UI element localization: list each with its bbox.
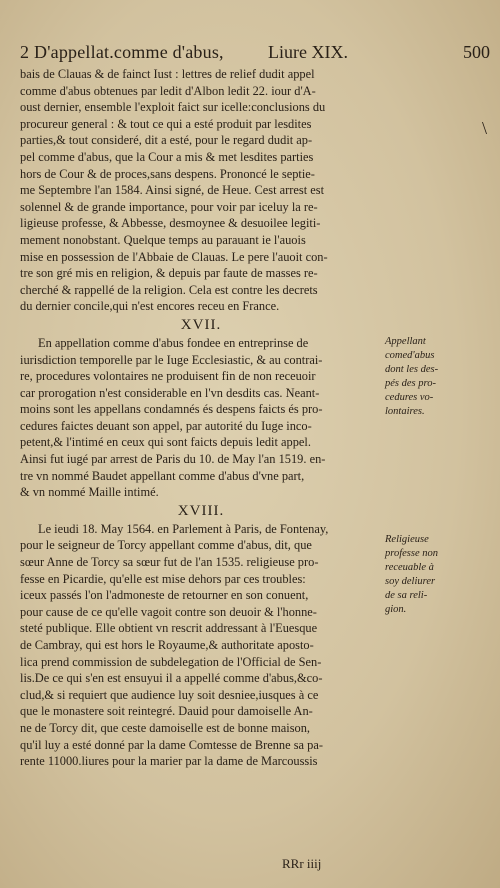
- text-line: lica prend commission de subdelegation de l'Official de Sen-: [20, 654, 322, 669]
- text-line: me Septembre l'an 1584. Ainsi signé, de Heue. Cest arrest est: [20, 183, 325, 198]
- margin-line: lontaires.: [385, 405, 425, 417]
- text-line: du dernier concile,qui n'est encores receu en France.: [20, 299, 280, 314]
- text-line: iceux passés l'on l'admoneste de retourner en son conuent,: [20, 588, 309, 603]
- text-line: comme d'abus obtenues par ledit d'Albon ledit 22. iour d'A-: [20, 83, 316, 98]
- marginal-note-2: [385, 335, 475, 419]
- text-line: tre vn nommé Baudet appellant comme d'abus d'vne part,: [20, 468, 305, 483]
- text-line: qu'il luy a esté donné par la dame Comtesse de Brenne sa pa-: [20, 737, 323, 752]
- text-line: car prorogation n'est considerable en l'vn desdits cas. Neant-: [20, 385, 320, 400]
- section-1-text: [20, 66, 490, 315]
- text-line: & vn nommé Maille intimé.: [20, 485, 159, 500]
- page-number: 2: [20, 42, 29, 62]
- margin-line: receuable à: [385, 561, 434, 573]
- text-line: moins sont les appellans condamnés és despens faicts és pro-: [20, 402, 323, 417]
- text-line: pel comme d'abus, que la Cour a mis & met lesdites parties: [20, 149, 314, 164]
- text-line: steté publique. Elle obtient vn rescrit addressant à l'Euesque: [20, 621, 318, 636]
- section-2: [20, 335, 490, 501]
- margin-line: cedures vo-: [385, 391, 434, 403]
- margin-line: pés des pro-: [385, 377, 436, 389]
- text-line: Ainsi fut iugé par arrest de Paris du 10. de May l'an 1519. en-: [20, 452, 326, 467]
- text-line: clud,& si requiert que audience luy soit desniee,iusques à ce: [20, 687, 319, 702]
- running-header: [20, 42, 490, 64]
- section-3: [20, 521, 490, 770]
- text-line: re, procedures volontaires ne produisent fin de non receuoir: [20, 369, 316, 384]
- margin-line: comed'abus: [385, 349, 435, 361]
- text-line: pour cause de ce qu'elle vagoit contre son deuoir & l'honne-: [20, 604, 317, 619]
- text-line: lis.De ce qui s'en est ensuyui il a appellé comme d'abus,&co-: [20, 671, 323, 686]
- text-line: cedures faictes deuant son appel, par autorité du Iuge inco-: [20, 418, 312, 433]
- text-line: petent,& l'intimé en ceux qui sont faicts depuis ledit appel.: [20, 435, 311, 450]
- marginal-note-3: [385, 533, 475, 617]
- margin-line: de sa reli-: [385, 589, 428, 601]
- book-number: Liure XIX.: [268, 42, 348, 62]
- text-line: fesse en Picardie, qu'elle est mise dehors par ces troubles:: [20, 571, 306, 586]
- text-line: de Cambray, qui est hors le Royaume,& authoritate aposto-: [20, 638, 314, 652]
- signature-mark: RRr iiij: [282, 856, 322, 871]
- folio-number: 500: [463, 42, 490, 62]
- text-line: Le ieudi 18. May 1564. en Parlement à Paris, de Fontenay,: [38, 521, 329, 536]
- margin-line: gion.: [385, 603, 407, 615]
- text-line: tre son gré mis en religion, & depuis par faute de masses re-: [20, 266, 318, 281]
- text-line: rente 11000.liures pour la marier par la dame de Marcoussis: [20, 754, 318, 769]
- margin-mark: \: [482, 118, 488, 138]
- text-line: procureur general : & tout ce qui a esté produit par lesdites: [20, 116, 312, 131]
- text-line: bais de Clauas & de fainct Iust : lettres de relief dudit appel: [20, 67, 315, 81]
- text-line: ne de Torcy dit, que ceste damoiselle est de bonne maison,: [20, 720, 310, 735]
- text-line: mise en possession de l'Abbaie de Clauas. Le pere l'auoit con-: [20, 249, 328, 264]
- margin-line: Religieuse: [385, 533, 429, 545]
- text-line: iurisdiction temporelle par le Iuge Ecclesiastic, & au contrai-: [20, 352, 323, 367]
- text-line: parties,& tout consideré, dit a esté, pour le regard dudit ap-: [20, 133, 313, 148]
- text-line: oust dernier, ensemble l'exploit faict sur icelle:conclusions du: [20, 100, 326, 115]
- section-heading-17: XVII.: [180, 316, 222, 333]
- text-line: ligieuse professe, & Abbesse, desmoynee & desuoilee legiti-: [20, 216, 321, 231]
- margin-line: soy deliurer: [385, 575, 436, 587]
- text-line: hors de Cour & de proces,sans despens. Prononcé le septie-: [20, 166, 315, 181]
- text-line: que le monastere soit reintegré. Dauid pour damoiselle An-: [20, 704, 313, 719]
- text-line: cherché & rappellé de la religion. Cela est contre les decrets: [20, 282, 318, 297]
- section-heading-18: XVIII.: [177, 502, 225, 519]
- margin-line: dont les des-: [385, 363, 439, 375]
- running-title: D'appellat.comme d'abus,: [34, 42, 224, 62]
- page-body: [20, 66, 490, 770]
- text-line: pour le seigneur de Torcy appellant comme d'abus, dit, que: [20, 538, 312, 553]
- text-line: mement nonobstant. Quelque temps au parauant ie l'auois: [20, 232, 306, 247]
- text-line: solennel & de grande importance, pour voir par iceluy la re-: [20, 199, 318, 214]
- text-line: sœur Anne de Torcy sa sœur fut de l'an 1535. religieuse pro-: [20, 555, 319, 570]
- margin-line: Appellant: [385, 335, 426, 347]
- text-line: En appellation comme d'abus fondee en entreprinse de: [38, 335, 309, 350]
- margin-line: professe non: [385, 547, 438, 559]
